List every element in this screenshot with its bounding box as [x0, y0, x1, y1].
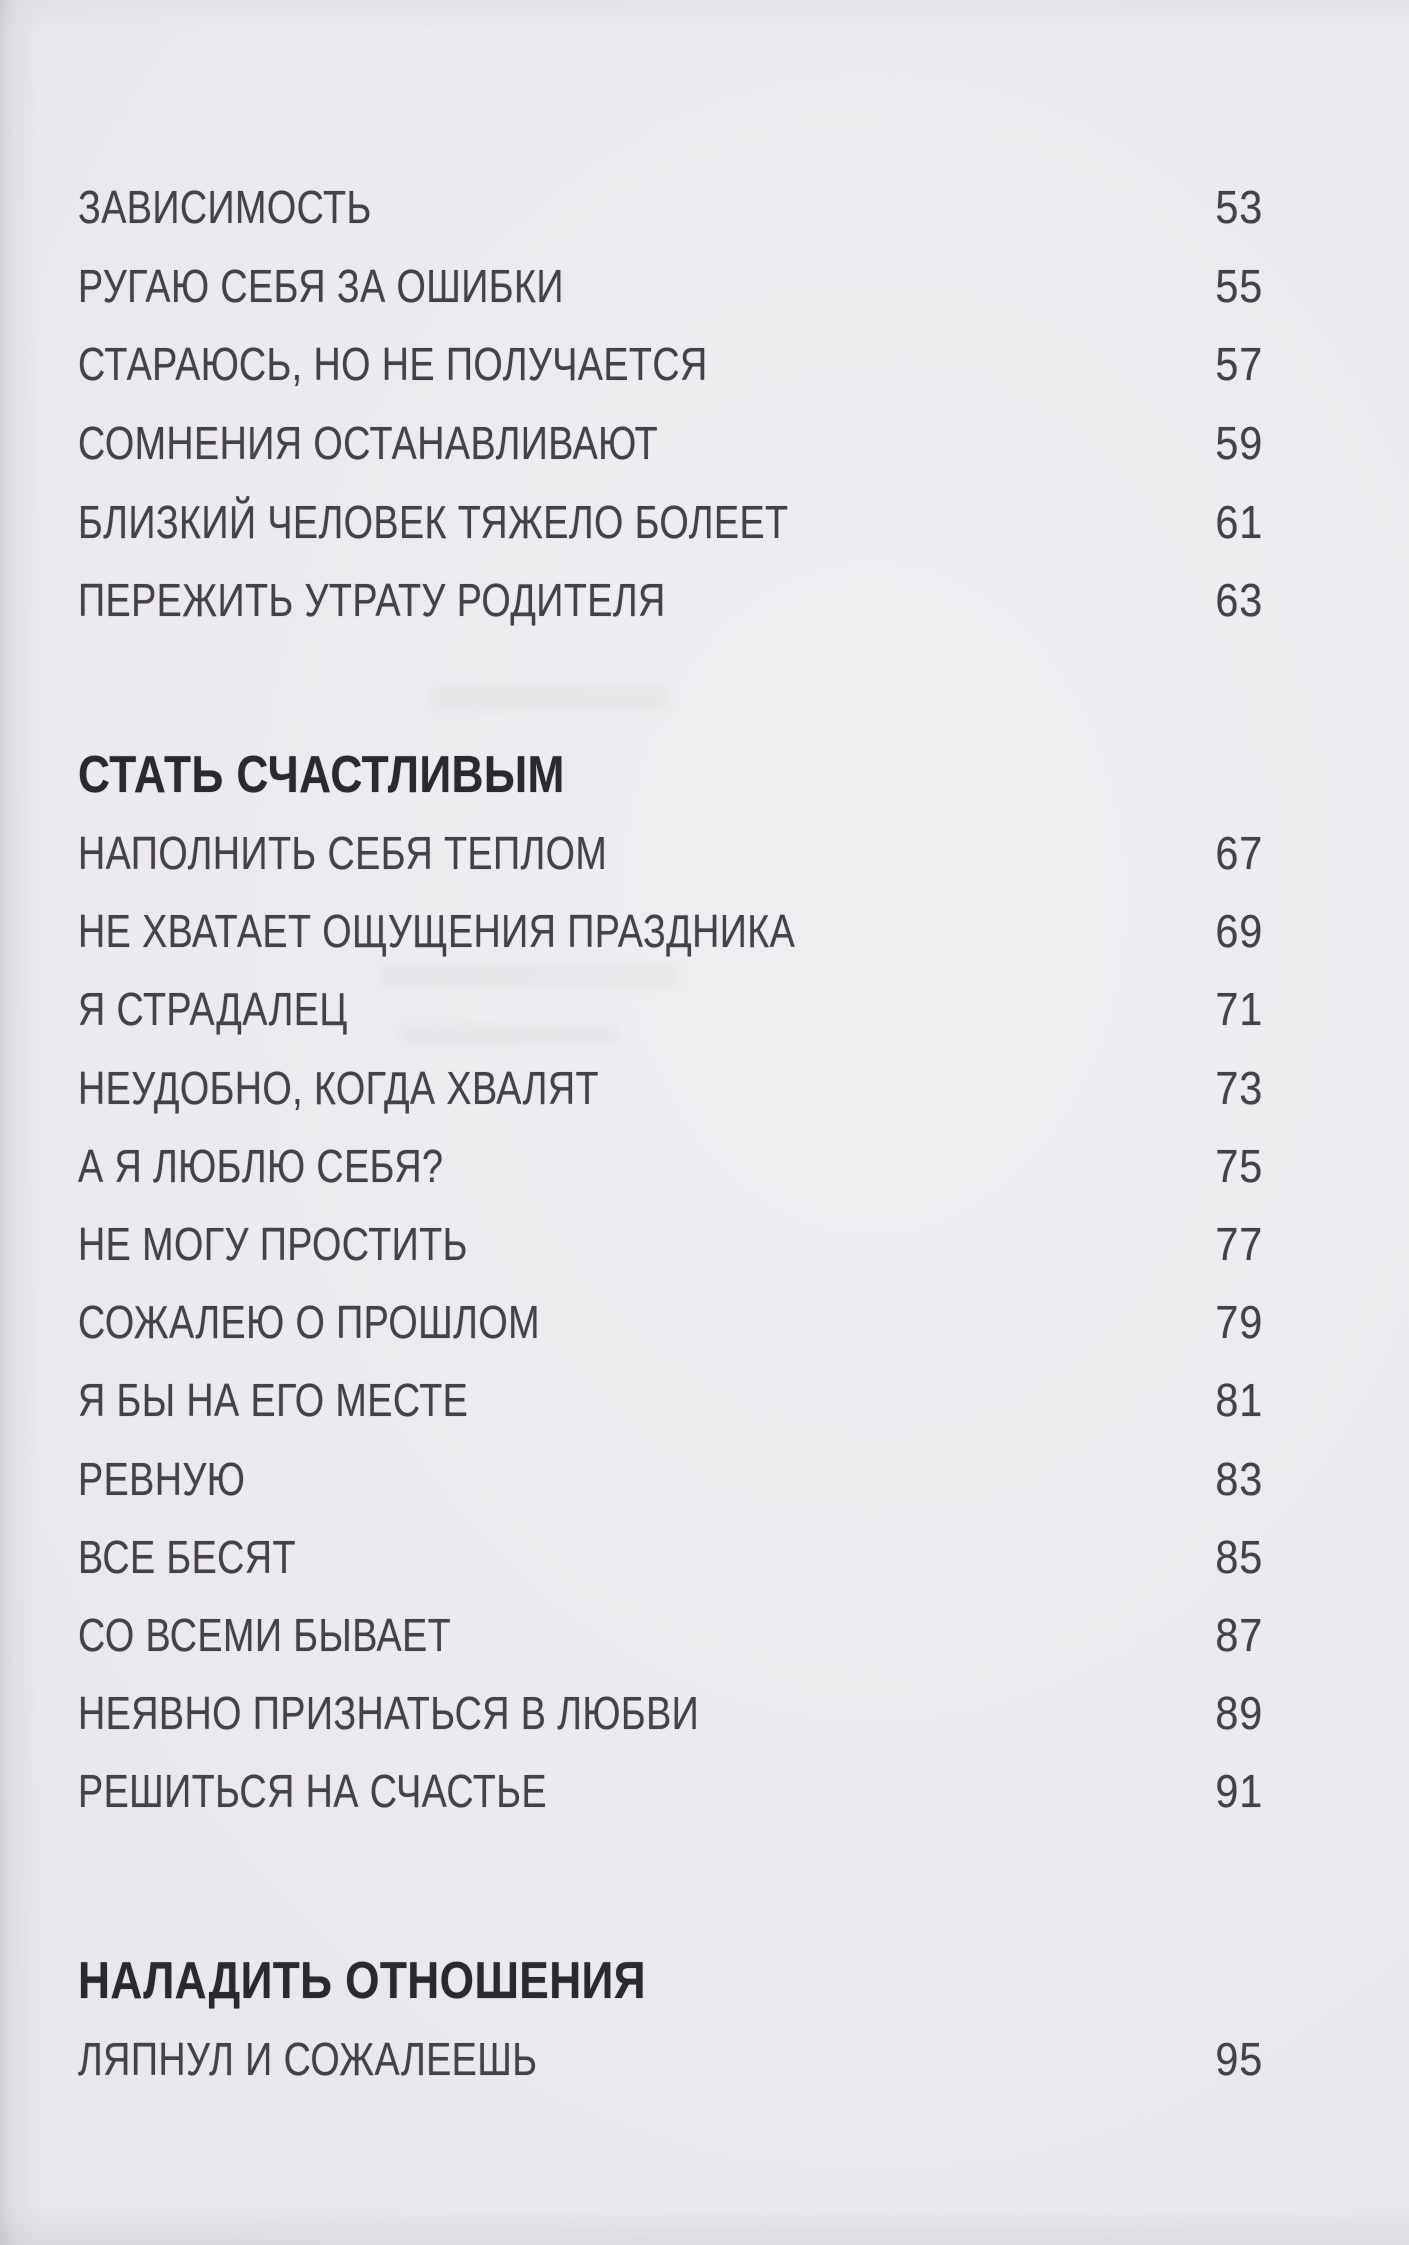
- toc-entry-title: Я СТРАДАЛЕЦ: [78, 983, 348, 1036]
- toc-entry: [78, 1440, 1263, 1518]
- toc-entry: [78, 970, 1263, 1048]
- toc-entry-title: БЛИЗКИЙ ЧЕЛОВЕК ТЯЖЕЛО БОЛЕЕТ: [78, 495, 789, 548]
- toc-entry-title: А Я ЛЮБЛЮ СЕБЯ?: [78, 1139, 444, 1192]
- toc-entry: [78, 482, 1263, 561]
- toc-entry-page: 61: [1215, 495, 1263, 548]
- toc-entry-title: СТАРАЮСЬ, НО НЕ ПОЛУЧАЕТСЯ: [78, 338, 708, 391]
- toc-entry: [78, 1205, 1263, 1283]
- toc-entry: [78, 1283, 1263, 1361]
- toc-entry-title: ПЕРЕЖИТЬ УТРАТУ РОДИТЕЛЯ: [78, 574, 666, 627]
- toc-entry-page: 81: [1215, 1374, 1263, 1427]
- toc-entry-page: 77: [1215, 1218, 1263, 1271]
- toc-entry: [78, 892, 1263, 970]
- toc-entry: [78, 1049, 1263, 1127]
- toc-section-continued: [78, 168, 1263, 640]
- toc-entry-page: 57: [1215, 338, 1263, 391]
- toc-entry: [78, 404, 1263, 483]
- toc-entry-page: 69: [1215, 905, 1263, 958]
- toc-entry-page: 75: [1215, 1139, 1263, 1192]
- toc-entry-page: 79: [1215, 1296, 1263, 1349]
- toc-entry-page: 83: [1215, 1452, 1263, 1505]
- toc-entry-title: РЕШИТЬСЯ НА СЧАСТЬЕ: [78, 1765, 548, 1818]
- toc-entry-title: НЕ МОГУ ПРОСТИТЬ: [78, 1218, 468, 1271]
- toc-entry-title: НЕЯВНО ПРИЗНАТЬСЯ В ЛЮБВИ: [78, 1687, 700, 1740]
- toc-entry: [78, 1518, 1263, 1596]
- toc-entry: [78, 1361, 1263, 1439]
- toc-entry-page: 73: [1215, 1061, 1263, 1114]
- toc-entry: [78, 2020, 1263, 2098]
- toc-entry-title: ЗАВИСИМОСТЬ: [78, 181, 372, 234]
- toc-entry-title: ВСЕ БЕСЯТ: [78, 1530, 296, 1583]
- toc-entry: [78, 814, 1263, 892]
- toc-entry-title: РУГАЮ СЕБЯ ЗА ОШИБКИ: [78, 259, 564, 312]
- toc-entry: [78, 168, 1263, 247]
- toc-entry-page: 63: [1215, 574, 1263, 627]
- toc-entry: [78, 1596, 1263, 1674]
- toc-entry: [78, 1752, 1263, 1830]
- section-heading: СТАТЬ СЧАСТЛИВЫМ: [78, 745, 565, 804]
- toc-entry: [78, 247, 1263, 326]
- toc-entry-page: 95: [1215, 2033, 1263, 2086]
- toc-entry-page: 53: [1215, 181, 1263, 234]
- toc-entry-page: 85: [1215, 1530, 1263, 1583]
- toc-entry-title: НЕ ХВАТАЕТ ОЩУЩЕНИЯ ПРАЗДНИКА: [78, 905, 796, 958]
- section-heading: НАЛАДИТЬ ОТНОШЕНИЯ: [78, 1951, 646, 2010]
- toc-entry-title: НЕУДОБНО, КОГДА ХВАЛЯТ: [78, 1061, 599, 1114]
- toc-entry-title: СОМНЕНИЯ ОСТАНАВЛИВАЮТ: [78, 417, 659, 470]
- toc-entry: [78, 1127, 1263, 1205]
- toc-entry: [78, 325, 1263, 404]
- toc-entry-title: СО ВСЕМИ БЫВАЕТ: [78, 1608, 452, 1661]
- toc-entry-title: СОЖАЛЕЮ О ПРОШЛОМ: [78, 1296, 540, 1349]
- toc-entry: [78, 561, 1263, 640]
- toc-section-naladit-otnosheniya: [78, 1941, 1263, 2098]
- toc-entry-page: 87: [1215, 1608, 1263, 1661]
- toc-entry-page: 89: [1215, 1687, 1263, 1740]
- toc-entry: [78, 1674, 1263, 1752]
- toc-entry-title: НАПОЛНИТЬ СЕБЯ ТЕПЛОМ: [78, 827, 608, 880]
- toc-entry-page: 55: [1215, 259, 1263, 312]
- toc-section-stat-schastlivym: [78, 735, 1263, 1830]
- toc-entry-title: ЛЯПНУЛ И СОЖАЛЕЕШЬ: [78, 2033, 538, 2086]
- toc-entry-title: РЕВНУЮ: [78, 1452, 246, 1505]
- toc-entry-page: 91: [1215, 1765, 1263, 1818]
- page-bleed-artifact: [430, 685, 670, 711]
- toc-entry-page: 67: [1215, 827, 1263, 880]
- toc-entry-title: Я БЫ НА ЕГО МЕСТЕ: [78, 1374, 469, 1427]
- toc-entry-page: 59: [1215, 417, 1263, 470]
- toc-entry-page: 71: [1215, 983, 1263, 1036]
